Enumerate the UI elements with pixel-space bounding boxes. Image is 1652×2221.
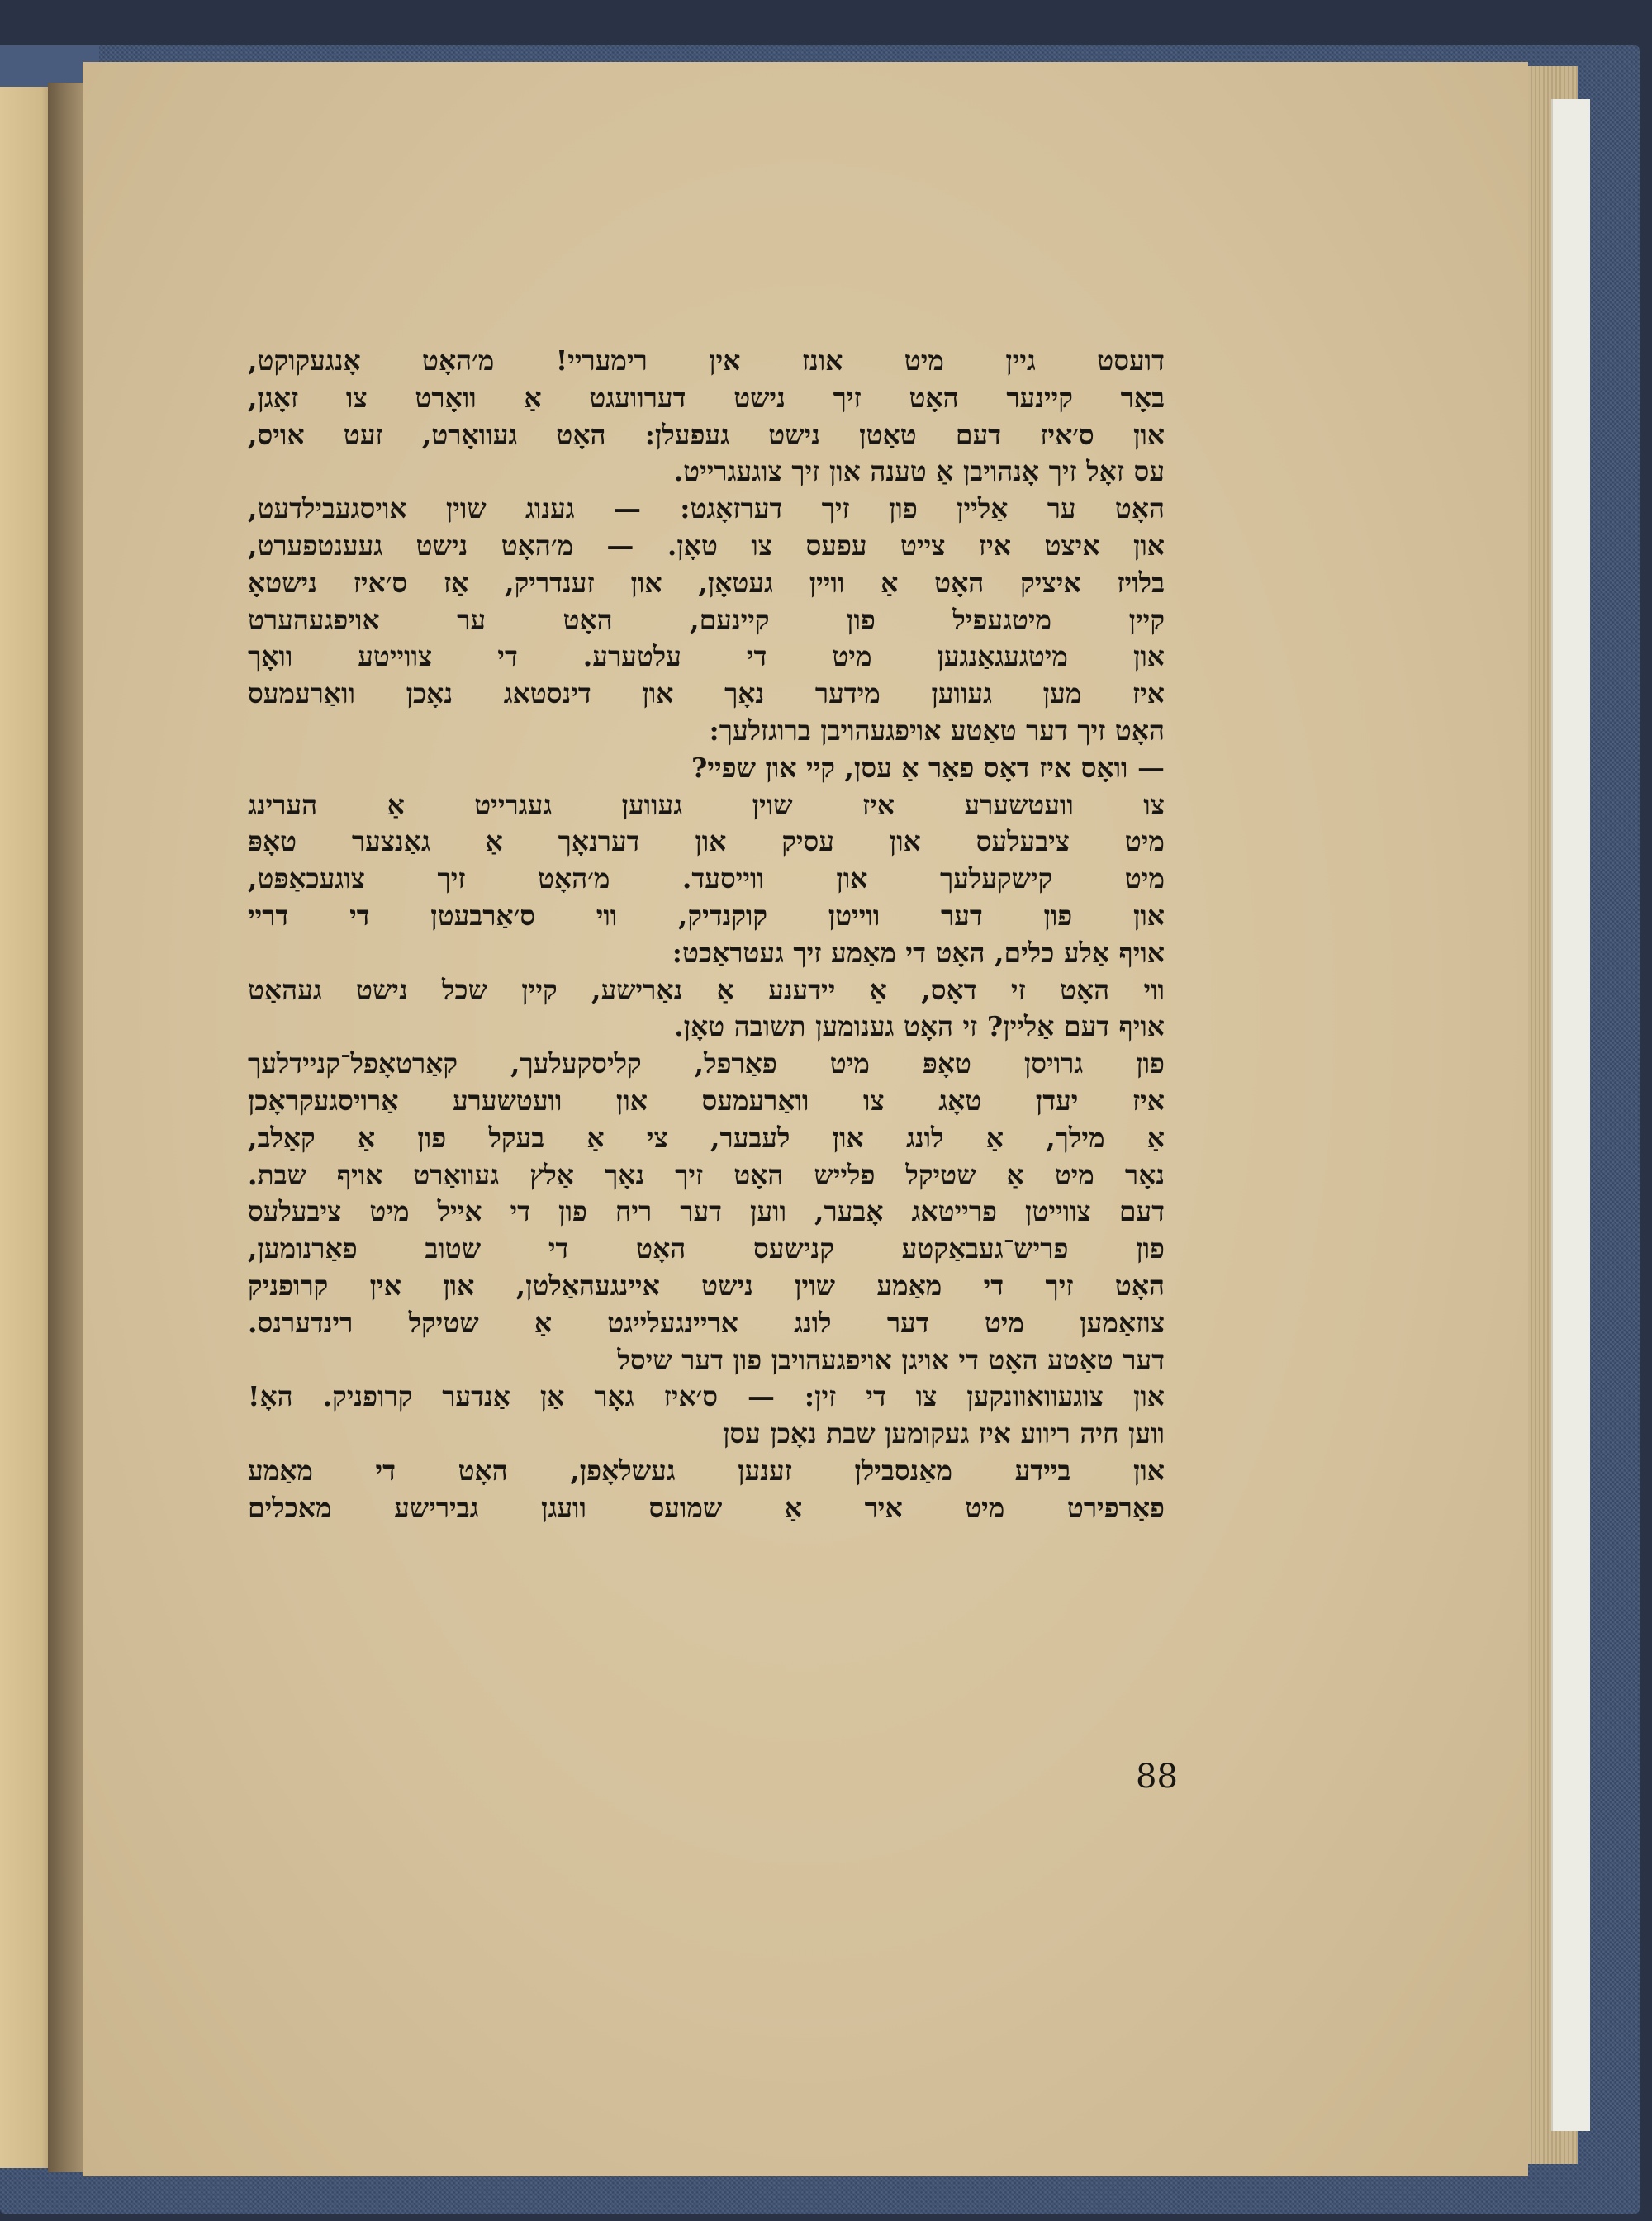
text-line: איז מען געווען מידער נאָך און דינסטאג נאָכן וואַרעמעס [248, 677, 1165, 710]
text-line: איז יעדן טאָג צו וואַרעמעס און וועטשערע אַרויסגעקראָכן [248, 1084, 1165, 1117]
text-line: און ס׳איז דעם טאַטן נישט געפעלן: האָט געוואָרט, זעט אויס, [248, 418, 1165, 451]
body-text [248, 343, 1165, 1527]
text-line: פון גרויסן טאָפּ מיט פאַרפל, קליסקעלעך, קאַרטאָפל־קניידלעך [248, 1047, 1165, 1080]
text-line: דעם צווייטן פרייטאג אָבער, ווען דער ריח פון די אייל מיט ציבעלעס [248, 1195, 1165, 1228]
text-line: האָט זיך די מאַמע שוין נישט איינגעהאַלטן, און אין קרופניק [248, 1269, 1165, 1302]
endpaper-sheet [1551, 99, 1590, 2131]
text-line: און צוגעוואוונקען צו די זין: — ס׳איז גאָר אַן אַנדער קרופניק. האָ! [248, 1380, 1165, 1413]
text-line: אויף אַלע כלים, האָט די מאַמע זיך געטראַכט: [672, 936, 1165, 969]
text-line: דער טאַטע האָט די אויגן אויפגעהויבן פון דער שיסל [617, 1343, 1165, 1376]
text-line: פון פריש־געבאַקטע קנישעס האָט די שטוב פאַרנומען, [248, 1232, 1165, 1265]
text-line: בלויז איציק האָט אַ וויין געטאָן, און זענדריק, אַז ס׳איז נישטאָ [248, 566, 1165, 599]
text-line: און פון דער ווייטן קוקנדיק, ווי ס׳אַרבעטן די דריי [248, 899, 1165, 932]
text-line: עס זאָל זיך אָנהויבן אַ טענה און זיך צוגעגרייט. [673, 455, 1165, 488]
text-line: צוזאַמען מיט דער לונג אריינגעלייגט אַ שטיקל רינדערנס. [248, 1306, 1165, 1339]
text-line: ווי האָט זי דאָס, אַ יידענע אַ נאַרישע, קיין שכל נישט געהאַט [248, 973, 1165, 1006]
text-line: און איצט איז צייט עפעס צו טאָן. — מ׳האָט נישט געענטפערט, [248, 529, 1165, 562]
text-line: אַ מילך, אַ לונג און לעבער, צי אַ בעקל פון אַ קאַלב, [248, 1121, 1165, 1154]
text-line: באָר קיינער האָט זיך נישט דערוועגט אַ וואָרט צו זאָגן, [248, 381, 1165, 414]
page-number: 88 [1136, 1758, 1178, 1796]
text-line: מיט קישקעלעך און ווייסעד. מ׳האָט זיך צוגעכאַפּט, [248, 862, 1165, 895]
text-line: האָט ער אַליין פון זיך דערזאָגט: — גענוג שוין אויסגעבילדעט, [248, 492, 1165, 525]
text-line: מיט ציבעלעס און עסיק און דערנאָך אַ גאַנצער טאָפּ [248, 825, 1165, 858]
text-line: אויף דעם אַליין? זי האָט גענומען תשובה טאָן. [674, 1010, 1165, 1043]
text-line: נאָר מיט אַ שטיקל פלייש האָט זיך נאָך אַלץ געוואַרט אויף שבת. [248, 1158, 1165, 1191]
text-line: פאַרפירט מיט איר אַ שמועס וועגן גבירישע מאכלים [248, 1491, 1165, 1524]
text-line: ווען חיה ריווע איז געקומען שבת נאָכן עסן [722, 1417, 1165, 1450]
text-line: דועסט גיין מיט אונז אין רימעריי! מ׳האָט אָנגעקוקט, [248, 344, 1165, 377]
text-line: קיין מיטגעפיל פון קיינעם, האָט ער אויפגעהערט [248, 603, 1165, 636]
text-line: און ביידע מאַנסבילן זענען געשלאָפן, האָט די מאַמע [248, 1454, 1165, 1487]
text-line: האָט זיך דער טאַטע אויפגעהויבן ברוגזלעך: [709, 714, 1165, 747]
text-line: — וואָס איז דאָס פאַר אַ עסן, קיי און שפיי? [691, 751, 1165, 784]
text-line: און מיטגעגאַנגען מיט די עלטערע. די צווייטע וואָך [248, 640, 1165, 673]
text-line: צו וועטשערע איז שוין געווען געגרייט אַ הערינג [248, 788, 1165, 821]
